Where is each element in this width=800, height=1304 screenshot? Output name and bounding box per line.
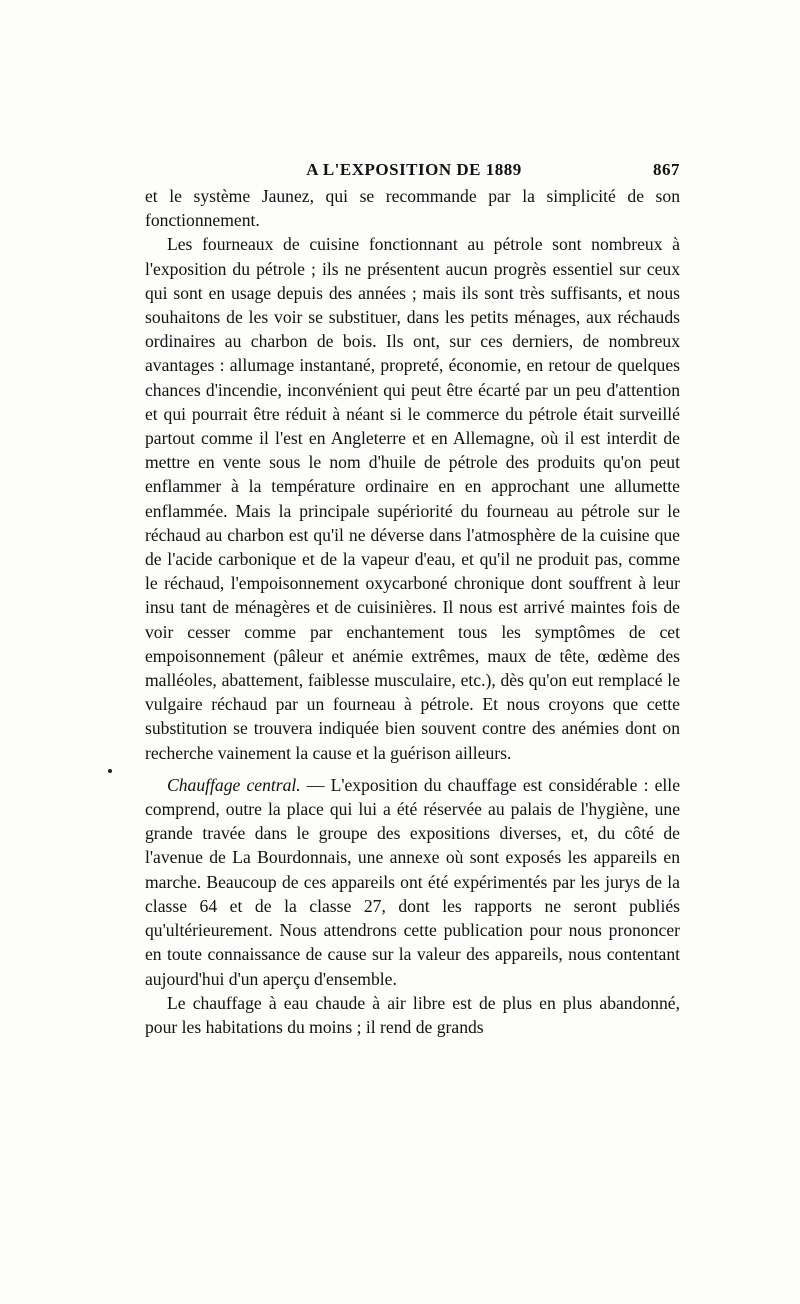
paragraph-eau-chaude: Le chauffage à eau chaude à air libre est de plus en plus abandonné, pour les habitations du moins ; il rend de grands [145,992,680,1037]
running-title: A L'EXPOSITION DE 1889 [306,160,522,179]
margin-mark [108,769,112,773]
paragraph-chauffage-central [145,773,680,991]
section-heading: Chauffage central. [167,774,301,795]
paragraph-continuation: et le système Jaunez, qui se recommande par la simplicité de son fonctionnement. [145,186,680,231]
body-text [145,184,680,1039]
running-head [148,160,680,184]
paragraph-fourneaux: Les fourneaux de cuisine fonctionnant au pétrole sont nombreux à l'exposition du pétrole ; ils ne présentent aucun progrès essentiel sur ceux qui sont en usage depuis des années ; mais ils sont très suffisants, et nous souhaitons de les voir se substituer, dans les petits ménages, aux réchauds ordinaires au charbon de bois. Ils ont, sur ces derniers, de nombreux avantages : allumage instantané, propreté, économie, en retour de quelques chances d'incendie, inconvénient qui peut être écarté par un peu d'attention et qui pourrait être réduit à néant si le commerce du pétrole était surveillé partout comme il l'est en Angleterre et en Allemagne, où il est interdit de mettre en vente sous le nom d'huile de pétrole des produits qu'on peut enflammer à la température ordinaire en en approchant une allumette enflammée. Mais la principale supériorité du fourneau au pétrole sur le réchaud au charbon est qu'il ne déverse dans l'atmosphère de la cuisine que de l'acide carbonique et de la vapeur d'eau, et qu'il ne produit pas, comme le réchaud, l'empoisonnement oxycarboné chronique dont souffrent à leur insu tant de ménagères et de cuisinières. Il nous est arrivé maintes fois de voir cesser comme par enchantement tous les symptômes de cet empoisonnement (pâleur et anémie extrêmes, maux de tête, œdème des malléoles, abattement, faiblesse musculaire, etc.), dès qu'on eut remplacé le vulgaire réchaud par un fourneau à pétrole. Et nous croyons que cette substitution se trouvera indiquée bien souvent contre des anémies dont on recherche vainement la cause et la guérison ailleurs. [145,234,680,763]
paragraph-body: — L'exposition du chauffage est considérable : elle comprend, outre la place qui lui a été réservée au palais de l'hygiène, une grande travée dans le groupe des expositions diverses, et, du côté de l'avenue de La Bourdonnais, une annexe où sont exposés les appareils en marche. Beaucoup de ces appareils ont été expérimentés par les jurys de la classe 64 et de la classe 27, dont les rapports ne seront publiés qu'ultérieurement. Nous attendrons cette publication pour nous prononcer en toute connaissance de cause sur la valeur des appareils, nous contentant aujourd'hui d'un aperçu d'ensemble. [145,774,680,989]
page-number: 867 [653,160,680,179]
